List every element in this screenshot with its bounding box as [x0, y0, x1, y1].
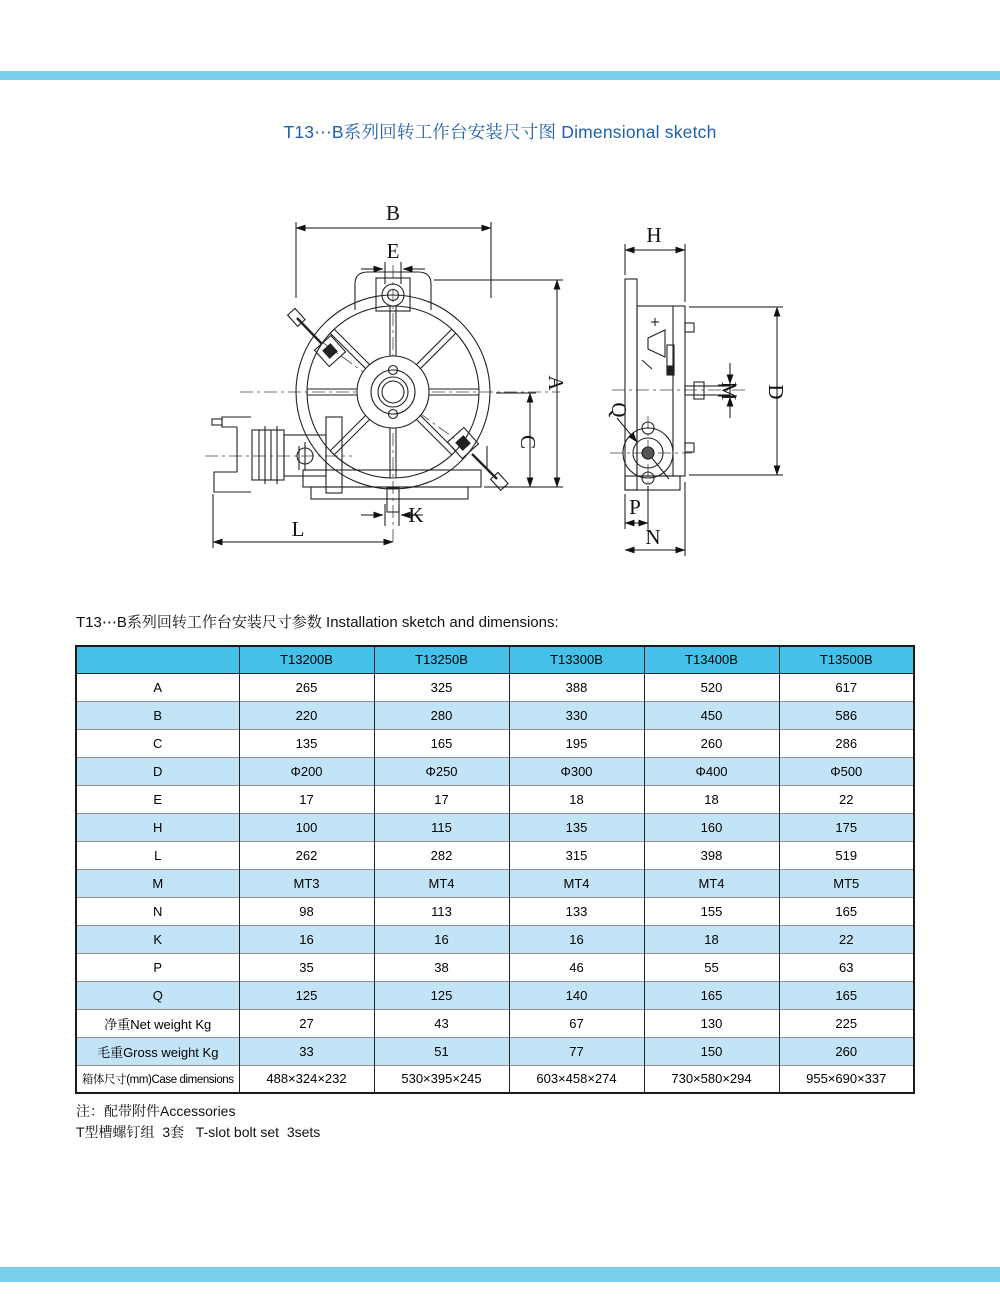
- header-bar: [0, 71, 1000, 80]
- row-label: 毛重Gross weight Kg: [76, 1037, 239, 1065]
- dim-label-h: H: [646, 223, 662, 247]
- dimension-value: 38: [374, 953, 509, 981]
- row-label: D: [76, 757, 239, 785]
- dimension-value: 520: [644, 673, 779, 701]
- dim-label-l: L: [291, 517, 305, 541]
- dimension-value: 325: [374, 673, 509, 701]
- dimension-value: 530×395×245: [374, 1065, 509, 1093]
- dimension-value: 27: [239, 1009, 374, 1037]
- dim-label-k: K: [408, 503, 424, 527]
- dim-label-d: D: [764, 384, 788, 400]
- table-row: [76, 953, 914, 981]
- dimension-value: 113: [374, 897, 509, 925]
- table-column-header: T13200B: [239, 646, 374, 673]
- section-title: T13⋯B系列回转工作台安装尺寸参数 Installation sketch and dimensions:: [76, 614, 559, 631]
- dimension-value: 519: [779, 841, 914, 869]
- dimension-value: 330: [509, 701, 644, 729]
- side-view: [623, 279, 730, 490]
- table-row: [76, 981, 914, 1009]
- dimension-value: 135: [509, 813, 644, 841]
- dimension-value: 16: [374, 925, 509, 953]
- accessories-notes: [76, 1101, 320, 1143]
- footer-bar: [0, 1267, 1000, 1282]
- dimension-value: 18: [509, 785, 644, 813]
- dimension-value: 46: [509, 953, 644, 981]
- dimension-value: 155: [644, 897, 779, 925]
- table-row: [76, 673, 914, 701]
- dimension-value: 286: [779, 729, 914, 757]
- dimension-value: 18: [644, 925, 779, 953]
- table-row: [76, 785, 914, 813]
- table-column-header: T13500B: [779, 646, 914, 673]
- table-column-header: T13300B: [509, 646, 644, 673]
- dimension-value: 77: [509, 1037, 644, 1065]
- row-label: Q: [76, 981, 239, 1009]
- dimension-value: 130: [644, 1009, 779, 1037]
- dimension-value: Φ300: [509, 757, 644, 785]
- row-label: L: [76, 841, 239, 869]
- dimension-value: 17: [374, 785, 509, 813]
- dim-label-p: P: [629, 495, 641, 519]
- dimension-value: 260: [644, 729, 779, 757]
- row-label: A: [76, 673, 239, 701]
- dimension-value: 150: [644, 1037, 779, 1065]
- dimension-value: MT3: [239, 869, 374, 897]
- table-row: [76, 813, 914, 841]
- row-label: H: [76, 813, 239, 841]
- dimension-value: 165: [779, 981, 914, 1009]
- dimension-value: 165: [374, 729, 509, 757]
- row-label: 箱体尺寸(mm)Case dimensions: [76, 1065, 239, 1093]
- table-row: [76, 1037, 914, 1065]
- dimension-lines: [213, 222, 783, 556]
- dimension-value: Φ500: [779, 757, 914, 785]
- row-label: K: [76, 925, 239, 953]
- dimension-value: 55: [644, 953, 779, 981]
- dimension-value: 135: [239, 729, 374, 757]
- dimension-value: MT5: [779, 869, 914, 897]
- dimension-value: 33: [239, 1037, 374, 1065]
- table-row: [76, 869, 914, 897]
- dimension-value: 22: [779, 925, 914, 953]
- dimension-value: 43: [374, 1009, 509, 1037]
- dimension-value: 262: [239, 841, 374, 869]
- dimension-value: 98: [239, 897, 374, 925]
- table-column-header: T13400B: [644, 646, 779, 673]
- dimension-value: 175: [779, 813, 914, 841]
- table-row: [76, 757, 914, 785]
- dimension-value: 133: [509, 897, 644, 925]
- dimensional-sketch: [0, 170, 1000, 600]
- dimension-value: 35: [239, 953, 374, 981]
- dimension-value: 225: [779, 1009, 914, 1037]
- dimension-value: 16: [239, 925, 374, 953]
- dimension-value: 282: [374, 841, 509, 869]
- dimension-value: 165: [779, 897, 914, 925]
- dimension-value: 115: [374, 813, 509, 841]
- note-line-1: 注：配带附件Accessories: [76, 1103, 236, 1119]
- dim-label-n: N: [645, 525, 661, 549]
- page-title: T13⋯B系列回转工作台安装尺寸图 Dimensional sketch: [283, 122, 717, 142]
- table-row: [76, 701, 914, 729]
- note-line-2: T型槽螺钉组 3套 T-slot bolt set 3sets: [76, 1124, 321, 1140]
- dimension-value: 617: [779, 673, 914, 701]
- dimension-value: MT4: [374, 869, 509, 897]
- table-row: [76, 841, 914, 869]
- dimension-value: Φ200: [239, 757, 374, 785]
- table-row: [76, 729, 914, 757]
- row-label: B: [76, 701, 239, 729]
- dimension-value: 165: [644, 981, 779, 1009]
- row-label: E: [76, 785, 239, 813]
- dimension-value: MT4: [509, 869, 644, 897]
- dimension-value: 388: [509, 673, 644, 701]
- dim-label-c: C: [516, 434, 540, 450]
- table-column-header: [76, 646, 239, 673]
- table-row: [76, 1009, 914, 1037]
- dimension-value: 18: [644, 785, 779, 813]
- dimension-value: 586: [779, 701, 914, 729]
- dim-label-a: A: [544, 375, 568, 391]
- dimension-value: 67: [509, 1009, 644, 1037]
- row-label: N: [76, 897, 239, 925]
- dimension-value: 22: [779, 785, 914, 813]
- dimension-value: Φ250: [374, 757, 509, 785]
- table-row: [76, 925, 914, 953]
- row-label: 净重Net weight Kg: [76, 1009, 239, 1037]
- dimension-value: 265: [239, 673, 374, 701]
- dimensions-table: [75, 645, 915, 1094]
- row-label: C: [76, 729, 239, 757]
- dim-label-b: B: [385, 201, 401, 225]
- dimension-value: 280: [374, 701, 509, 729]
- dimension-value: 100: [239, 813, 374, 841]
- dimension-value: 955×690×337: [779, 1065, 914, 1093]
- table-row: [76, 897, 914, 925]
- dimension-value: 140: [509, 981, 644, 1009]
- dimension-value: 315: [509, 841, 644, 869]
- dim-label-q: Q: [607, 402, 631, 418]
- dimension-value: 488×324×232: [239, 1065, 374, 1093]
- table-row: [76, 1065, 914, 1093]
- dimension-value: 125: [239, 981, 374, 1009]
- dim-label-m: M: [717, 381, 741, 401]
- dimension-value: 51: [374, 1037, 509, 1065]
- dimension-value: Φ400: [644, 757, 779, 785]
- row-label: M: [76, 869, 239, 897]
- table-column-header: T13250B: [374, 646, 509, 673]
- dimension-value: 220: [239, 701, 374, 729]
- dimension-value: 63: [779, 953, 914, 981]
- dimension-value: MT4: [644, 869, 779, 897]
- dimension-value: 398: [644, 841, 779, 869]
- dimension-value: 16: [509, 925, 644, 953]
- dimension-value: 195: [509, 729, 644, 757]
- dimension-value: 603×458×274: [509, 1065, 644, 1093]
- dimension-value: 260: [779, 1037, 914, 1065]
- centerlines: [205, 265, 748, 545]
- dimension-value: 730×580×294: [644, 1065, 779, 1093]
- dimension-value: 450: [644, 701, 779, 729]
- dimension-value: 160: [644, 813, 779, 841]
- table-header-row: [76, 646, 914, 673]
- row-label: P: [76, 953, 239, 981]
- dimension-value: 125: [374, 981, 509, 1009]
- dimension-value: 17: [239, 785, 374, 813]
- dim-label-e: E: [386, 239, 400, 263]
